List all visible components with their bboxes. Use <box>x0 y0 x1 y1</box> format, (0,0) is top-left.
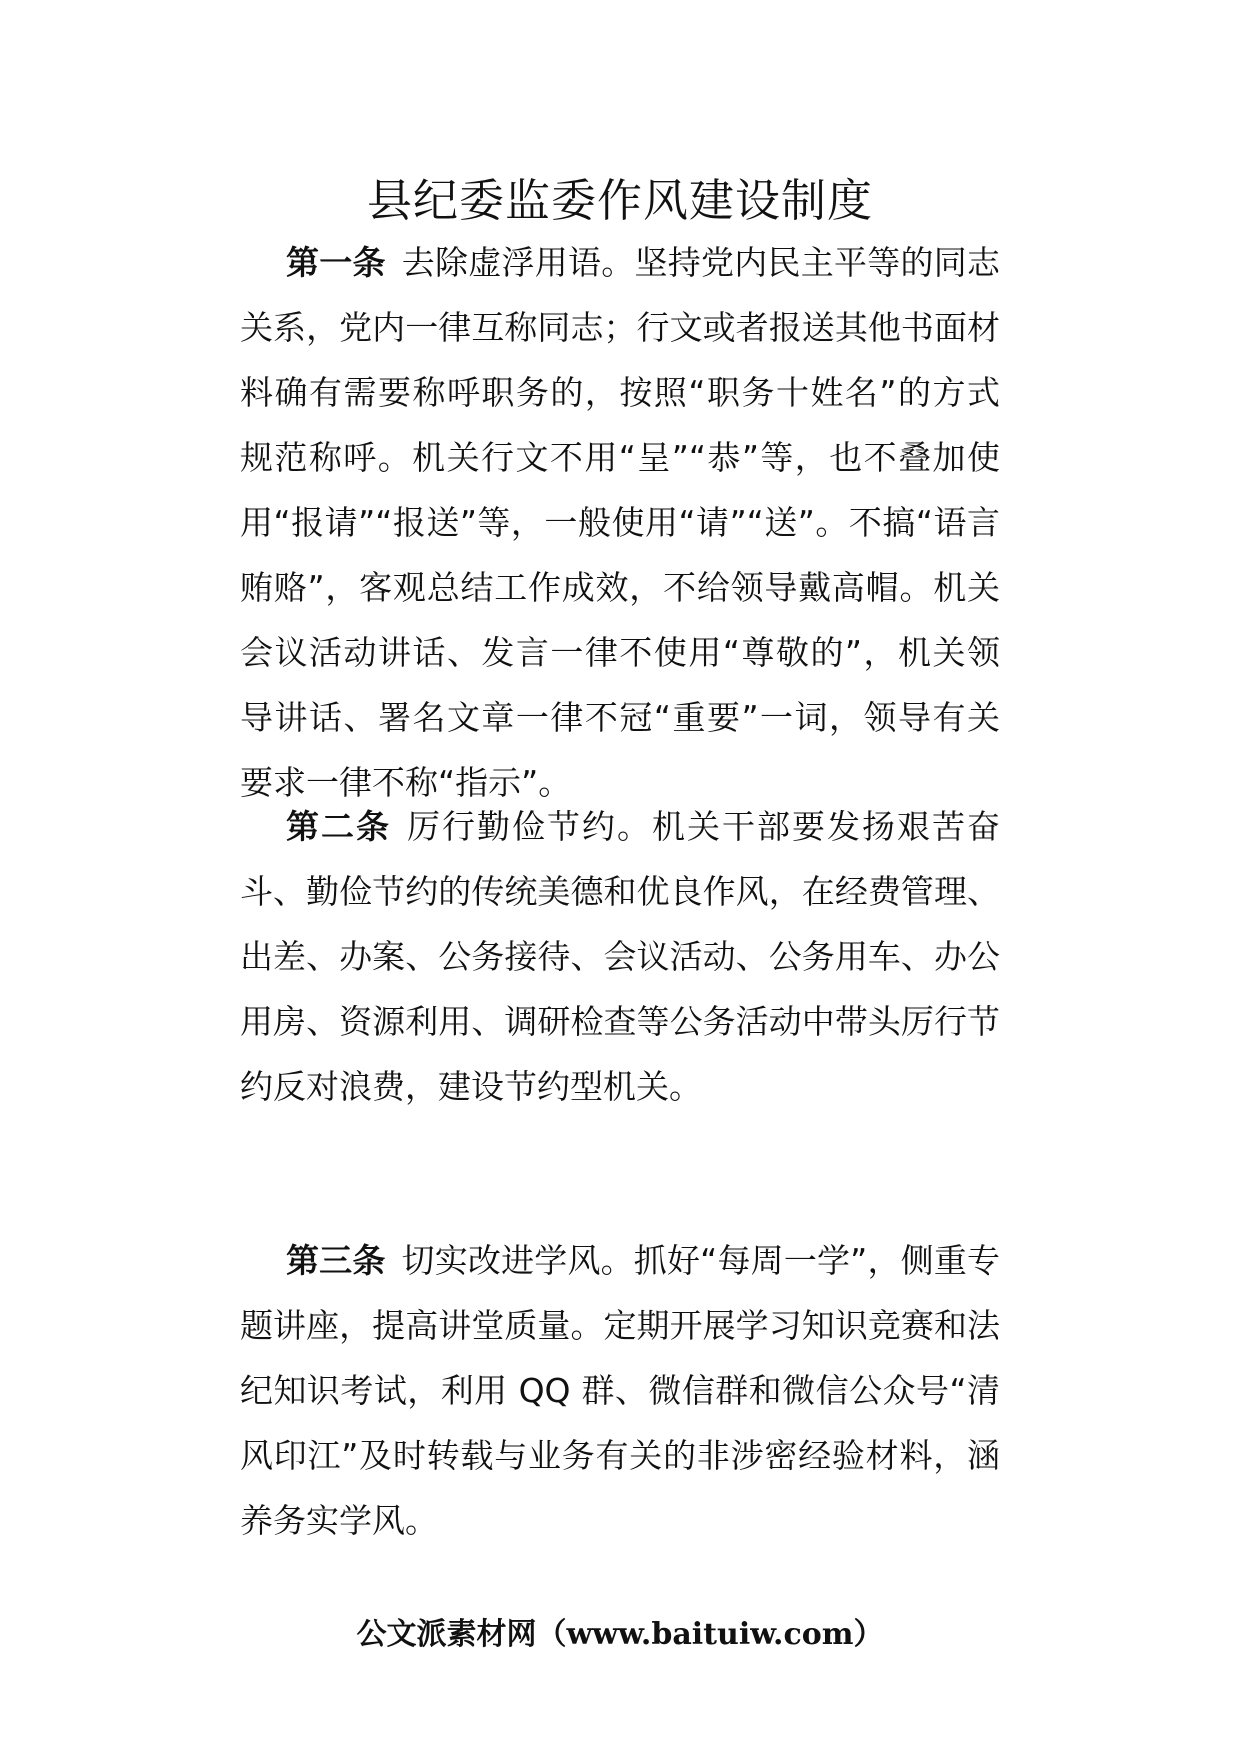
article-2 <box>240 794 1000 1119</box>
article-1-body: 去除虚浮用语。坚持党内民主平等的同志关系，党内一律互称同志；行文或者报送其他书面材料确有需要称呼职务的，按照“职务十姓名”的方式规范称呼。机关行文不用“呈”“恭”等，也不叠加使用“报请”“报送”等，一般使用“请”“送”。不搞“语言贿赂”，客观总结工作成效，不给领导戴高帽。机关会议活动讲话、发言一律不使用“尊敬的”，机关领导讲话、署名文章一律不冠“重要”一词，领导有关要求一律不称“指示”。 <box>240 243 1000 802</box>
footer-watermark: 公文派素材网（www.baituiw.com） <box>356 1617 884 1652</box>
article-2-heading: 第二条 <box>286 807 391 846</box>
document-title: 县纪委监委作风建设制度 <box>366 174 873 227</box>
article-2-body: 厉行勤俭节约。机关干部要发扬艰苦奋斗、勤俭节约的传统美德和优良作风，在经费管理、出差、办案、公务接待、会议活动、公务用车、办公用房、资源利用、调研检查等公务活动中带头厉行节约反对浪费，建设节约型机关。 <box>240 807 1000 1106</box>
article-3 <box>240 1228 1000 1553</box>
article-1 <box>240 230 1000 815</box>
article-3-body: 切实改进学风。抓好“每周一学”，侧重专题讲座，提高讲堂质量。定期开展学习知识竞赛和法纪知识考试，利用 QQ 群、微信群和微信公众号“清风印江”及时转载与业务有关的非涉密经验材料，涵养务实学风。 <box>240 1241 1000 1540</box>
article-3-heading: 第三条 <box>286 1241 386 1280</box>
article-1-heading: 第一条 <box>286 243 386 282</box>
